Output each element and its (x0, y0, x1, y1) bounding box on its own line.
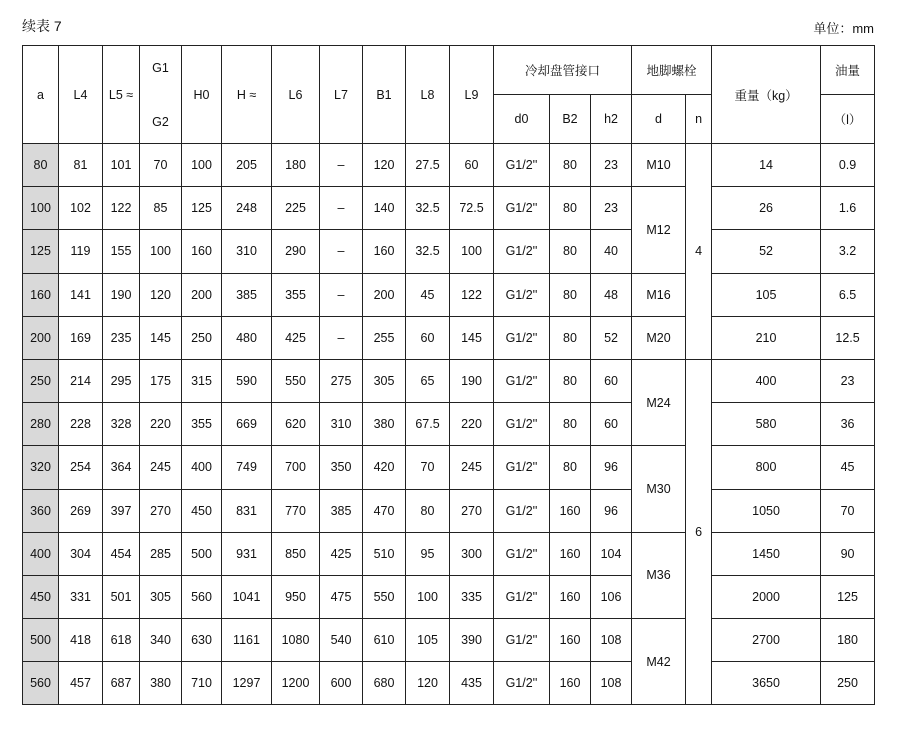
cell-oil: 36 (821, 403, 875, 446)
cell-l4: 141 (59, 273, 103, 316)
cell-l8: 65 (406, 359, 450, 402)
cell-b2: 160 (550, 575, 591, 618)
cell-l4: 418 (59, 619, 103, 662)
table-row (23, 619, 875, 662)
cell-b2: 160 (550, 489, 591, 532)
cell-b2: 80 (550, 144, 591, 187)
cell-l9: 122 (450, 273, 494, 316)
cell-g: 305 (140, 575, 182, 618)
cell-h: 1297 (222, 662, 272, 705)
cell-l7: 310 (320, 403, 363, 446)
cell-weight: 2700 (712, 619, 821, 662)
cell-b2: 160 (550, 619, 591, 662)
cell-b1: 305 (363, 359, 406, 402)
cell-l6: 770 (272, 489, 320, 532)
cell-l6: 950 (272, 575, 320, 618)
cell-g: 100 (140, 230, 182, 273)
cell-h0: 630 (182, 619, 222, 662)
cell-l6: 550 (272, 359, 320, 402)
header-h: H ≈ (222, 46, 272, 144)
cell-oil: 250 (821, 662, 875, 705)
cell-l8: 32.5 (406, 187, 450, 230)
cell-b1: 140 (363, 187, 406, 230)
cell-oil: 45 (821, 446, 875, 489)
header-h2: h2 (591, 95, 632, 144)
cell-oil: 70 (821, 489, 875, 532)
cell-d0: G1/2'' (494, 144, 550, 187)
cell-l9: 100 (450, 230, 494, 273)
unit-label: 单位：mm (813, 21, 874, 36)
cell-h0: 160 (182, 230, 222, 273)
cell-b1: 255 (363, 316, 406, 359)
cell-l9: 190 (450, 359, 494, 402)
cell-l9: 220 (450, 403, 494, 446)
cell-a: 360 (23, 489, 59, 532)
cell-b1: 470 (363, 489, 406, 532)
table-row (23, 403, 875, 446)
cell-h0: 125 (182, 187, 222, 230)
cell-d0: G1/2'' (494, 532, 550, 575)
cell-l6: 425 (272, 316, 320, 359)
cell-a: 80 (23, 144, 59, 187)
header-cooling-coil: 冷却盘管接口 (494, 46, 632, 95)
cell-bolt-d: M36 (632, 532, 686, 618)
cell-d0: G1/2'' (494, 359, 550, 402)
cell-bolt-d: M10 (632, 144, 686, 187)
header-weight: 重量（kg） (712, 46, 821, 144)
cell-d0: G1/2'' (494, 489, 550, 532)
cell-oil: 3.2 (821, 230, 875, 273)
cell-b1: 680 (363, 662, 406, 705)
cell-l8: 100 (406, 575, 450, 618)
table-row (23, 446, 875, 489)
cell-l7: – (320, 187, 363, 230)
cell-b1: 120 (363, 144, 406, 187)
cell-d0: G1/2'' (494, 273, 550, 316)
cell-h0: 200 (182, 273, 222, 316)
cell-b2: 160 (550, 662, 591, 705)
cell-b2: 160 (550, 532, 591, 575)
cell-l7: 275 (320, 359, 363, 402)
cell-l8: 70 (406, 446, 450, 489)
header-b1: B1 (363, 46, 406, 144)
cell-d0: G1/2'' (494, 316, 550, 359)
cell-h: 1041 (222, 575, 272, 618)
header-oil-unit: （l） (821, 95, 875, 144)
cell-h2: 106 (591, 575, 632, 618)
cell-a: 160 (23, 273, 59, 316)
header-foot-bolt: 地脚螺栓 (632, 46, 712, 95)
cell-h2: 108 (591, 662, 632, 705)
table-row (23, 230, 875, 273)
cell-oil: 23 (821, 359, 875, 402)
cell-a: 320 (23, 446, 59, 489)
cell-l6: 1200 (272, 662, 320, 705)
cell-l7: 475 (320, 575, 363, 618)
cell-weight: 105 (712, 273, 821, 316)
cell-oil: 12.5 (821, 316, 875, 359)
cell-l4: 254 (59, 446, 103, 489)
cell-h: 310 (222, 230, 272, 273)
cell-l8: 45 (406, 273, 450, 316)
cell-h0: 500 (182, 532, 222, 575)
cell-weight: 1050 (712, 489, 821, 532)
header-h0: H0 (182, 46, 222, 144)
cell-a: 280 (23, 403, 59, 446)
cell-d0: G1/2'' (494, 230, 550, 273)
cell-h2: 52 (591, 316, 632, 359)
cell-g: 380 (140, 662, 182, 705)
cell-weight: 3650 (712, 662, 821, 705)
table-row (23, 187, 875, 230)
cell-g: 175 (140, 359, 182, 402)
cell-h0: 100 (182, 144, 222, 187)
cell-bolt-d: M16 (632, 273, 686, 316)
cell-weight: 210 (712, 316, 821, 359)
cell-l5: 295 (103, 359, 140, 402)
cell-l8: 95 (406, 532, 450, 575)
cell-l5: 122 (103, 187, 140, 230)
cell-l7: 385 (320, 489, 363, 532)
cell-h: 385 (222, 273, 272, 316)
cell-l6: 1080 (272, 619, 320, 662)
cell-l9: 245 (450, 446, 494, 489)
cell-h0: 560 (182, 575, 222, 618)
cell-b1: 200 (363, 273, 406, 316)
table-row (23, 144, 875, 187)
cell-l6: 355 (272, 273, 320, 316)
cell-a: 560 (23, 662, 59, 705)
cell-l4: 102 (59, 187, 103, 230)
cell-bolt-d: M42 (632, 619, 686, 705)
table-row (23, 359, 875, 402)
cell-a: 450 (23, 575, 59, 618)
cell-l5: 364 (103, 446, 140, 489)
cell-l5: 235 (103, 316, 140, 359)
cell-l6: 850 (272, 532, 320, 575)
cell-weight: 52 (712, 230, 821, 273)
cell-h2: 60 (591, 359, 632, 402)
cell-g: 270 (140, 489, 182, 532)
cell-weight: 1450 (712, 532, 821, 575)
cell-l4: 269 (59, 489, 103, 532)
cell-weight: 800 (712, 446, 821, 489)
cell-h2: 60 (591, 403, 632, 446)
cell-a: 500 (23, 619, 59, 662)
cell-l4: 169 (59, 316, 103, 359)
cell-l7: – (320, 316, 363, 359)
cell-h: 205 (222, 144, 272, 187)
cell-l7: 425 (320, 532, 363, 575)
cell-b1: 550 (363, 575, 406, 618)
cell-h2: 108 (591, 619, 632, 662)
header-b2: B2 (550, 95, 591, 144)
header-a: a (23, 46, 59, 144)
cell-b1: 420 (363, 446, 406, 489)
header-l4: L4 (59, 46, 103, 144)
cell-b1: 380 (363, 403, 406, 446)
cell-b2: 80 (550, 187, 591, 230)
cell-bolt-n: 4 (686, 144, 712, 360)
cell-h: 931 (222, 532, 272, 575)
header-l6: L6 (272, 46, 320, 144)
cell-l7: 600 (320, 662, 363, 705)
cell-l5: 454 (103, 532, 140, 575)
cell-a: 200 (23, 316, 59, 359)
cell-l5: 397 (103, 489, 140, 532)
cell-b2: 80 (550, 403, 591, 446)
cell-bolt-d: M24 (632, 359, 686, 445)
cell-oil: 1.6 (821, 187, 875, 230)
cell-l5: 328 (103, 403, 140, 446)
cell-g: 120 (140, 273, 182, 316)
table-row (23, 489, 875, 532)
cell-l4: 119 (59, 230, 103, 273)
cell-h0: 315 (182, 359, 222, 402)
cell-l8: 27.5 (406, 144, 450, 187)
cell-d0: G1/2'' (494, 575, 550, 618)
cell-l8: 32.5 (406, 230, 450, 273)
cell-l9: 300 (450, 532, 494, 575)
cell-h2: 104 (591, 532, 632, 575)
cell-a: 250 (23, 359, 59, 402)
cell-d0: G1/2'' (494, 403, 550, 446)
cell-oil: 0.9 (821, 144, 875, 187)
cell-l9: 390 (450, 619, 494, 662)
cell-b2: 80 (550, 446, 591, 489)
cell-l7: – (320, 230, 363, 273)
cell-l8: 80 (406, 489, 450, 532)
cell-h2: 96 (591, 446, 632, 489)
cell-b2: 80 (550, 316, 591, 359)
cell-h2: 23 (591, 144, 632, 187)
cell-l8: 67.5 (406, 403, 450, 446)
cell-h0: 450 (182, 489, 222, 532)
cell-d0: G1/2'' (494, 187, 550, 230)
header-d: d (632, 95, 686, 144)
cell-a: 400 (23, 532, 59, 575)
cell-b2: 80 (550, 359, 591, 402)
cell-l5: 190 (103, 273, 140, 316)
cell-l4: 228 (59, 403, 103, 446)
cell-b2: 80 (550, 230, 591, 273)
cell-l7: 540 (320, 619, 363, 662)
cell-g: 245 (140, 446, 182, 489)
cell-a: 100 (23, 187, 59, 230)
cell-g: 285 (140, 532, 182, 575)
cell-l8: 105 (406, 619, 450, 662)
cell-h: 1161 (222, 619, 272, 662)
cell-b2: 80 (550, 273, 591, 316)
cell-l5: 155 (103, 230, 140, 273)
cell-weight: 2000 (712, 575, 821, 618)
cell-l9: 72.5 (450, 187, 494, 230)
cell-oil: 125 (821, 575, 875, 618)
cell-weight: 580 (712, 403, 821, 446)
header-l5: L5 ≈ (103, 46, 140, 144)
cell-d0: G1/2'' (494, 446, 550, 489)
cell-weight: 14 (712, 144, 821, 187)
cell-h: 749 (222, 446, 272, 489)
table-row (23, 273, 875, 316)
cell-h0: 400 (182, 446, 222, 489)
cell-bolt-d: M30 (632, 446, 686, 532)
cell-l5: 687 (103, 662, 140, 705)
cell-l4: 457 (59, 662, 103, 705)
table-caption: 续表 7 (22, 18, 62, 34)
cell-h: 669 (222, 403, 272, 446)
cell-d0: G1/2'' (494, 619, 550, 662)
cell-d0: G1/2'' (494, 662, 550, 705)
cell-b1: 610 (363, 619, 406, 662)
cell-l5: 101 (103, 144, 140, 187)
cell-l6: 290 (272, 230, 320, 273)
cell-l9: 60 (450, 144, 494, 187)
cell-l8: 60 (406, 316, 450, 359)
cell-h0: 355 (182, 403, 222, 446)
table-row (23, 532, 875, 575)
cell-h0: 710 (182, 662, 222, 705)
cell-l6: 620 (272, 403, 320, 446)
cell-oil: 90 (821, 532, 875, 575)
cell-oil: 180 (821, 619, 875, 662)
cell-g: 220 (140, 403, 182, 446)
cell-g: 340 (140, 619, 182, 662)
cell-bolt-d: M12 (632, 187, 686, 273)
cell-bolt-d: M20 (632, 316, 686, 359)
header-g2: G2 (152, 114, 169, 129)
cell-g: 85 (140, 187, 182, 230)
header-l8: L8 (406, 46, 450, 144)
cell-l7: – (320, 144, 363, 187)
cell-l5: 618 (103, 619, 140, 662)
cell-l9: 335 (450, 575, 494, 618)
cell-h2: 40 (591, 230, 632, 273)
cell-oil: 6.5 (821, 273, 875, 316)
cell-l6: 225 (272, 187, 320, 230)
cell-h2: 48 (591, 273, 632, 316)
header-g1-g2 (140, 46, 182, 144)
cell-l4: 81 (59, 144, 103, 187)
header-g1: G1 (152, 60, 169, 75)
cell-g: 70 (140, 144, 182, 187)
cell-l5: 501 (103, 575, 140, 618)
cell-weight: 26 (712, 187, 821, 230)
cell-l4: 331 (59, 575, 103, 618)
cell-l4: 214 (59, 359, 103, 402)
cell-l9: 270 (450, 489, 494, 532)
header-oil: 油量 (821, 46, 875, 95)
cell-h: 248 (222, 187, 272, 230)
table-row (23, 662, 875, 705)
header-l7: L7 (320, 46, 363, 144)
table-row (23, 316, 875, 359)
cell-l8: 120 (406, 662, 450, 705)
dimension-table (22, 45, 875, 705)
cell-l7: 350 (320, 446, 363, 489)
cell-a: 125 (23, 230, 59, 273)
cell-bolt-n: 6 (686, 359, 712, 705)
header-l9: L9 (450, 46, 494, 144)
cell-b1: 160 (363, 230, 406, 273)
cell-h: 590 (222, 359, 272, 402)
cell-h: 831 (222, 489, 272, 532)
cell-g: 145 (140, 316, 182, 359)
cell-b1: 510 (363, 532, 406, 575)
cell-l4: 304 (59, 532, 103, 575)
table-row (23, 575, 875, 618)
cell-l6: 700 (272, 446, 320, 489)
table-body (23, 144, 875, 705)
cell-h2: 23 (591, 187, 632, 230)
header-d0: d0 (494, 95, 550, 144)
cell-weight: 400 (712, 359, 821, 402)
cell-l6: 180 (272, 144, 320, 187)
cell-h0: 250 (182, 316, 222, 359)
cell-h2: 96 (591, 489, 632, 532)
cell-l9: 145 (450, 316, 494, 359)
cell-h: 480 (222, 316, 272, 359)
header-n: n (686, 95, 712, 144)
cell-l9: 435 (450, 662, 494, 705)
cell-l7: – (320, 273, 363, 316)
